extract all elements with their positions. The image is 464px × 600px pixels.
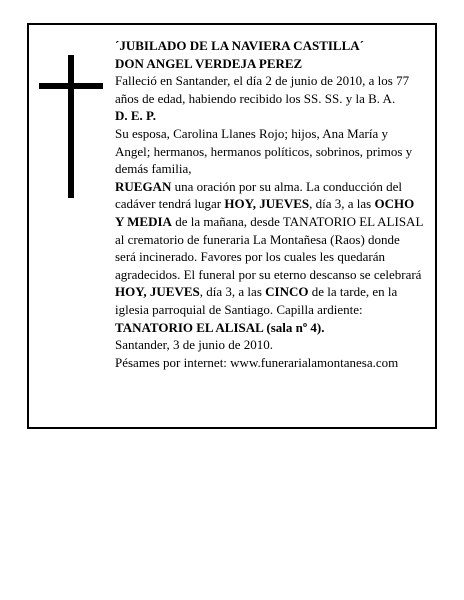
- funeral-arrangements: [115, 178, 423, 336]
- day-label-1: HOY, JUEVES: [224, 196, 310, 212]
- former-occupation: ´JUBILADO DE LA NAVIERA CASTILLA´: [115, 38, 364, 53]
- arrangements-text-3: de la mañana, desde TANATORIO EL ALISAL al crematorio de funeraria La Montañesa (Raos) donde será incinerado. Favores por los cuales les quedarán agradecidos. El funeral por su eterno descanso se celebrará: [115, 213, 423, 282]
- time-label-1: OCHO Y MEDIA: [115, 196, 415, 229]
- cross-horizontal-bar: [39, 83, 103, 89]
- family-list: Su esposa, Carolina Llanes Rojo; hijos, Ana María y Angel; hermanos, hermanos políticos, sobrinos, primos y demás familia,: [115, 125, 413, 177]
- obituary-text: [115, 37, 423, 371]
- rip-label: D. E. P.: [115, 108, 157, 124]
- cross-vertical-bar: [68, 55, 74, 198]
- arrangements-text-2: , día 3, a las: [309, 196, 375, 212]
- time-label-2: CINCO: [265, 284, 309, 300]
- death-details: Falleció en Santander, el día 2 de junio de 2010, a los 77 años de edad, habiendo recibido los SS. SS. y la B. A.: [115, 73, 410, 106]
- deceased-name: DON ANGEL VERDEJA PEREZ: [115, 55, 303, 71]
- arrangements-text-1: una oración por su alma. La conducción del cadáver tendrá lugar: [115, 178, 403, 212]
- place-date: Santander, 3 de junio de 2010.: [115, 337, 273, 353]
- obituary-notice: [27, 23, 437, 429]
- arrangements-text-4: , día 3, a las: [199, 284, 266, 300]
- ruegan-label: RUEGAN: [115, 178, 172, 194]
- day-label-2: HOY, JUEVES: [115, 284, 200, 300]
- condolences-line: Pésames por internet: www.funerarialamontanesa.com: [115, 354, 399, 370]
- arrangements-text-5: de la tarde, en la iglesia parroquial de Santiago. Capilla ardiente:: [115, 284, 398, 317]
- chapel-location: TANATORIO EL ALISAL (sala nº 4).: [115, 319, 325, 335]
